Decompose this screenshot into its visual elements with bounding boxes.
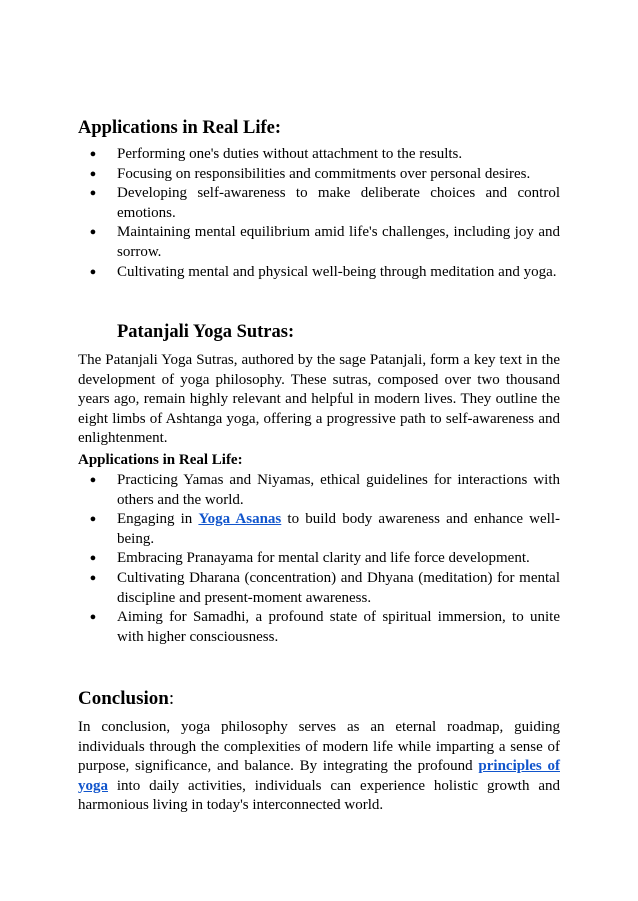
list-item: ● Cultivating mental and physical well-being through meditation and yoga. (78, 263, 560, 283)
list-item: ● Performing one's duties without attachment to the results. (78, 145, 560, 165)
bullet-icon: ● (89, 611, 97, 624)
bullet-icon: ● (89, 552, 97, 565)
applications-list-2 (78, 471, 560, 647)
bullet-icon: ● (89, 187, 97, 200)
yoga-asanas-link[interactable]: Yoga Asanas (198, 511, 282, 528)
bullet-icon: ● (89, 513, 97, 526)
list-item: ● Focusing on responsibilities and commitments over personal desires. (78, 165, 560, 185)
list-item: ● Aiming for Samadhi, a profound state of spiritual immersion, to unite with higher consciousness. (89, 609, 560, 645)
conclusion-paragraph: In conclusion, yoga philosophy serves as an eternal roadmap, guiding individuals through the complexities of modern life while imparting a sense of purpose, significance, and balance. By integrating the profound principles of yoga into daily activities, individuals can experience holistic growth and harmonious living in today's interconnected world. (78, 719, 560, 814)
bullet-icon: ● (89, 571, 97, 584)
patanjali-heading: Patanjali Yoga Sutras: (117, 322, 295, 342)
applications-heading-1: Applications in Real Life: (78, 118, 281, 138)
bullet-icon: ● (89, 474, 97, 486)
bullet-icon: ● (89, 265, 97, 278)
list-item: ● Engaging in Yoga Asanas to build body awareness and enhance well-being. (89, 511, 560, 547)
conclusion-heading: Conclusion: (78, 688, 175, 709)
list-item: ● Developing self-awareness to make deliberate choices and control emotions. (89, 185, 560, 221)
principles-of-yoga-link[interactable]: principles of yoga (78, 758, 560, 794)
applications-list-1 (78, 145, 560, 282)
bullet-icon: ● (89, 148, 97, 160)
applications-heading-2: Applications in Real Life: (78, 452, 243, 468)
list-item: ● Practicing Yamas and Niyamas, ethical guidelines for interactions with others and the world. (89, 472, 560, 508)
list-item: ● Embracing Pranayama for mental clarity and life force development. (78, 549, 560, 569)
bullet-icon: ● (89, 167, 97, 180)
list-item: ● Cultivating Dharana (concentration) and Dhyana (meditation) for mental discipline and present-moment awareness. (89, 569, 560, 606)
patanjali-paragraph: The Patanjali Yoga Sutras, authored by the sage Patanjali, form a key text in the development of yoga philosophy. These sutras, composed over two thousand years ago, remain highly relevant and helpful in modern lives. They outline the eight limbs of Ashtanga yoga, offering a progressive path to self-awareness and enlightenment. (78, 352, 560, 447)
list-item: ● Maintaining mental equilibrium amid life's challenges, including joy and sorrow. (89, 224, 560, 260)
bullet-icon: ● (89, 226, 97, 239)
